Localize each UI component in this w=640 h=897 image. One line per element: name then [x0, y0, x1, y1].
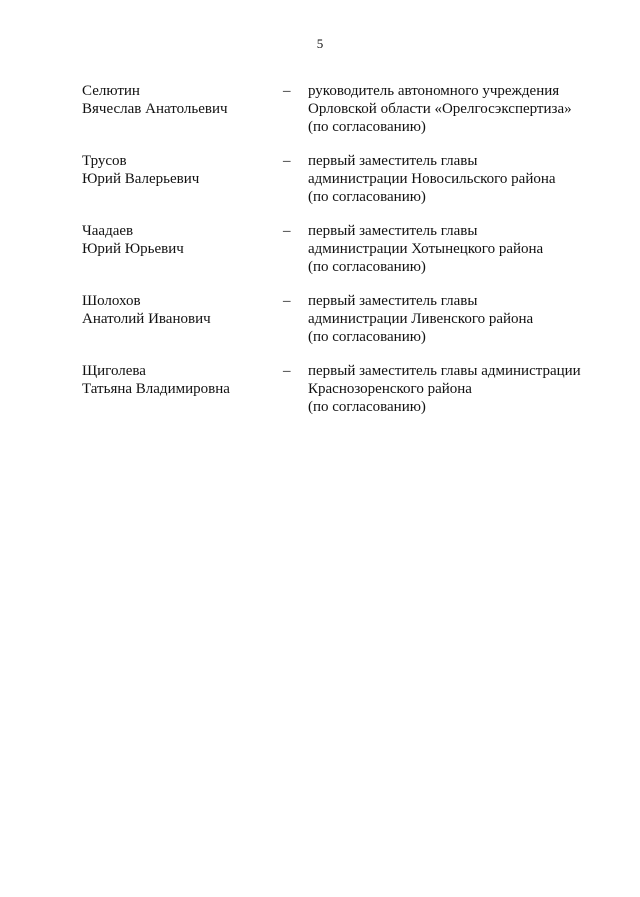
member-given-names: Юрий Валерьевич	[82, 171, 200, 187]
member-entry	[0, 82, 640, 152]
member-given-names: Татьяна Владимировна	[82, 381, 230, 397]
member-name	[82, 362, 277, 398]
role-line: администрации Новосильского района	[308, 171, 556, 187]
member-role	[308, 292, 598, 346]
member-role	[308, 222, 598, 276]
role-line: первый заместитель главы	[308, 223, 478, 239]
member-surname: Щиголева	[82, 363, 146, 379]
role-line: (по согласованию)	[308, 329, 426, 345]
member-entry	[0, 152, 640, 222]
page-number: 5	[316, 36, 324, 51]
role-line: (по согласованию)	[308, 119, 426, 135]
member-surname: Чаадаев	[82, 223, 134, 239]
member-role	[308, 152, 598, 206]
separator-dash: –	[283, 363, 291, 379]
role-line: первый заместитель главы администрации	[308, 363, 581, 379]
role-line: Орловской области «Орелгосэкспертиза»	[308, 101, 572, 117]
member-entry	[0, 222, 640, 292]
role-line: (по согласованию)	[308, 399, 426, 415]
member-surname: Селютин	[82, 83, 140, 99]
role-line: (по согласованию)	[308, 259, 426, 275]
member-given-names: Анатолий Иванович	[82, 311, 211, 327]
member-entry	[0, 362, 640, 432]
member-entry	[0, 292, 640, 362]
member-name	[82, 82, 277, 118]
member-name	[82, 222, 277, 258]
separator-dash: –	[283, 83, 291, 99]
member-role	[308, 362, 598, 416]
member-surname: Трусов	[82, 153, 127, 169]
member-given-names: Юрий Юрьевич	[82, 241, 184, 257]
separator-dash: –	[283, 293, 291, 309]
role-line: Краснозоренского района	[308, 381, 472, 397]
role-line: первый заместитель главы	[308, 293, 478, 309]
member-surname: Шолохов	[82, 293, 141, 309]
role-line: (по согласованию)	[308, 189, 426, 205]
member-role	[308, 82, 598, 136]
member-name	[82, 292, 277, 328]
role-line: руководитель автономного учреждения	[308, 83, 560, 99]
role-line: администрации Ливенского района	[308, 311, 534, 327]
role-line: первый заместитель главы	[308, 153, 478, 169]
separator-dash: –	[283, 153, 291, 169]
member-given-names: Вячеслав Анатольевич	[82, 101, 228, 117]
separator-dash: –	[283, 223, 291, 239]
role-line: администрации Хотынецкого района	[308, 241, 544, 257]
member-list	[0, 82, 640, 432]
member-name	[82, 152, 277, 188]
